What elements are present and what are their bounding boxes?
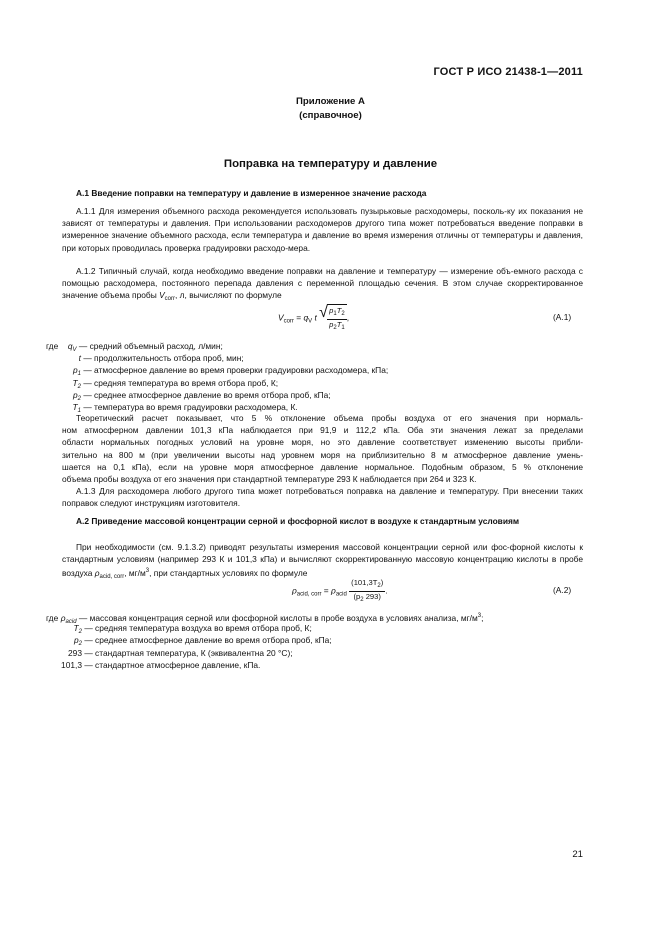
radical-sign-icon: √ (319, 304, 328, 321)
section-a1-heading: А.1 Введение поправки на температуру и давление в измеренное значение расхода (76, 188, 427, 198)
document-id: ГОСТ Р ИСО 21438-1—2011 (433, 66, 583, 78)
paragraph-theory: Теоретический расчет показывает, что 5 % отклонение объема пробы воздуха от его значения при нормаль- ном атмосферном давлении 101,3 кПа наблюдается при 91,9 и 112,2 кПа. Оба эти значения лежат за пределами области нормальных погодных условий на уровне моря, но это давление соответствует изменению высоты прибли- зительно на 800 м (при увеличении высоты над уровнем моря на приблизительно 8 м атмосферное давление умень- шается на 0,1 кПа), если на уровне моря атмосферное давление нормальное. Подобным образом, 5 % отклонение объема пробы воздуха от его значения при стандартной температуре 293 К наблюдается при 264 и 323 К. (62, 413, 583, 485)
equation-number-a2: (А.2) (553, 585, 572, 595)
definition-text: — стандартное атмосферное давление, кПа. (82, 659, 261, 670)
main-title: Поправка на температуру и давление (223, 158, 438, 170)
formula-a1: $V_{corr} = q_V$ t √ $\frac{p_1T_2}{p_2T_1}$ , (278, 304, 350, 331)
definition-text: — массовая концентрация серной или фосфорной кислоты в пробе воздуха в условиях анализа, мг/м (76, 613, 478, 623)
definition-text: — среднее атмосферное давление во время отбора проб, кПа; (81, 389, 331, 400)
definition-text: — температура во время градуировки расходомера, К. (81, 402, 298, 412)
formula-a2: $\rho_{acid, corr} = \rho_{acid}$ $\frac{(101,3T_2)}{(p_2 293)}$ . (292, 578, 388, 603)
page-number: 21 (572, 849, 583, 860)
definition-text: — атмосферное давление во время проверки градуировки расходомера, кПа; (81, 365, 389, 376)
definition-symbol: t (78, 353, 81, 364)
definition-symbol: $T_2$ (73, 623, 82, 636)
definition-symbol: $T_2$ (72, 377, 81, 390)
definition-text: — средняя температура во время отбора проб, К; (81, 377, 279, 388)
square-root: √ $\frac{p_1T_2}{p_2T_1}$ (319, 304, 345, 331)
definition-text: — средний объемный расход, л/мин; (76, 341, 223, 351)
definition-symbol: $\rho_{acid}$ (60, 613, 77, 625)
definition-item (46, 647, 293, 659)
paragraph-a2: При необходимости (см. 9.1.3.2) приводят результаты измерения массовой концентрации серной или фос-форной кислоты к стандартным условиям (например 293 К и 101,3 кПа) и вычисляют скорректированную массовую концентрацию кислоты в пробе воздуха $\rho_{acid, corr}$, $мг/м^3$, при стандартных условиях по формуле (62, 542, 583, 581)
definition-text: — продолжительность отбора проб, мин; (81, 353, 244, 364)
definition-symbol: $p_2$ (73, 635, 82, 648)
definition-symbol: $T_1$ (72, 402, 81, 414)
definition-symbol: $p_1$ (72, 365, 81, 378)
definition-text: — стандартная температура, К (эквивалентна 20 °С); (82, 647, 293, 658)
paragraph-a1-2: А.1.2 Типичный случай, когда необходимо введение поправки на давление и температуру — измерение объ-емного расхода с помощью расходомера, постоянного перепада давления с переменной площадью сечения. В этом случае скорректированное значение объема пробы $V_{corr}$, л, вычисляют по формуле (62, 266, 583, 303)
definition-symbol: $p_2$ (72, 389, 81, 402)
definition-item (46, 352, 244, 364)
annex-subtitle: (справочное) (299, 110, 362, 121)
definition-symbol: 101,3 (61, 659, 82, 670)
definition-symbol: 293 (68, 647, 82, 658)
paragraph-a1-3: А.1.3 Для расходомера любого другого типа может потребоваться поправка на давление и температуру. При внесении таких поправок следуют инструкциям изготовителя. (62, 486, 583, 509)
definition-symbol: $q_V$ (67, 341, 77, 353)
where-label: где (46, 613, 61, 623)
definition-text: — средняя температура воздуха во время отбора проб, К; (82, 623, 312, 634)
definition-item: где $\rho_{acid}$ — массовая концентрация серной или фосфорной кислоты в пробе воздуха в условиях анализа, $мг/м^3$; (46, 610, 483, 628)
section-a2-heading: А.2 Приведение массовой концентрации серной и фосфорной кислот в воздухе к стандартным условиям (76, 516, 520, 526)
definition-item (46, 659, 260, 671)
paragraph-a1-1: А.1.1 Для измерения объемного расхода рекомендуется использовать пузырьковые расходомеры, посколь-ку их показания не зависят от температуры и давления. При использовании расходомеров другого типа может потребоваться введение поправки в измеренное значение объемного расхода, если температура и давление во время измерения отличны от температуры и давления, при которых проводилась проверка градуировки расходо-мера. (62, 206, 583, 253)
where-label: где (46, 341, 61, 351)
equation-number-a1: (А.1) (553, 312, 572, 322)
definition-text: — среднее атмосферное давление во время отбора проб, кПа; (82, 635, 332, 646)
annex-title: Приложение А (296, 96, 365, 107)
